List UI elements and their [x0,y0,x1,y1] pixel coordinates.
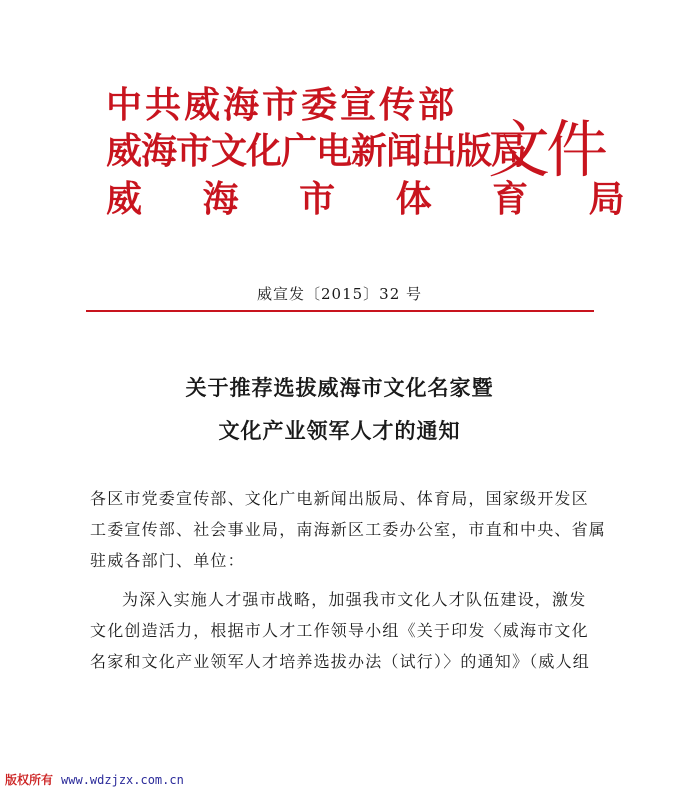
body-line-addressees-2: 工委宣传部、社会事业局，南海新区工委办公室，市直和中央、省属 [90,520,607,539]
body-line-paragraph-1: 为深入实施人才强市战略，加强我市文化人才队伍建设，激发 [122,590,587,609]
document-header [0,0,679,240]
body-line-paragraph-3: 名家和文化产业领军人才培养选拔办法（试行）〉的通知》（威人组 [90,652,591,671]
notice-title-line-2: 文化产业领军人才的通知 [218,418,461,443]
issuer-line-1: 中共威海市委宣传部 [106,85,458,126]
watermark-label: 版权所有 [5,773,54,787]
body-line-addressees-1: 各区市党委宣传部、文化广电新闻出版局、体育局，国家级开发区 [90,489,589,508]
notice-title-line-1: 关于推荐选拔威海市文化名家暨 [185,375,494,400]
body-line-paragraph-2: 文化创造活力，根据市人才工作领导小组《关于印发〈威海市文化 [90,621,589,640]
red-divider-rule [86,310,594,312]
copyright-watermark [5,771,184,788]
issuer-line-2: 威海市文化广电新闻出版局 [106,131,527,172]
document-type-word: 文件 [488,113,605,186]
issuer-line-3: 威 海 市 体 育 局 [106,179,649,220]
document-number: 威宣发〔2015〕32 号 [256,285,423,303]
watermark-url: www.wdzjzx.com.cn [61,773,184,787]
body-line-addressees-3: 驻威各部门、单位： [90,551,245,570]
